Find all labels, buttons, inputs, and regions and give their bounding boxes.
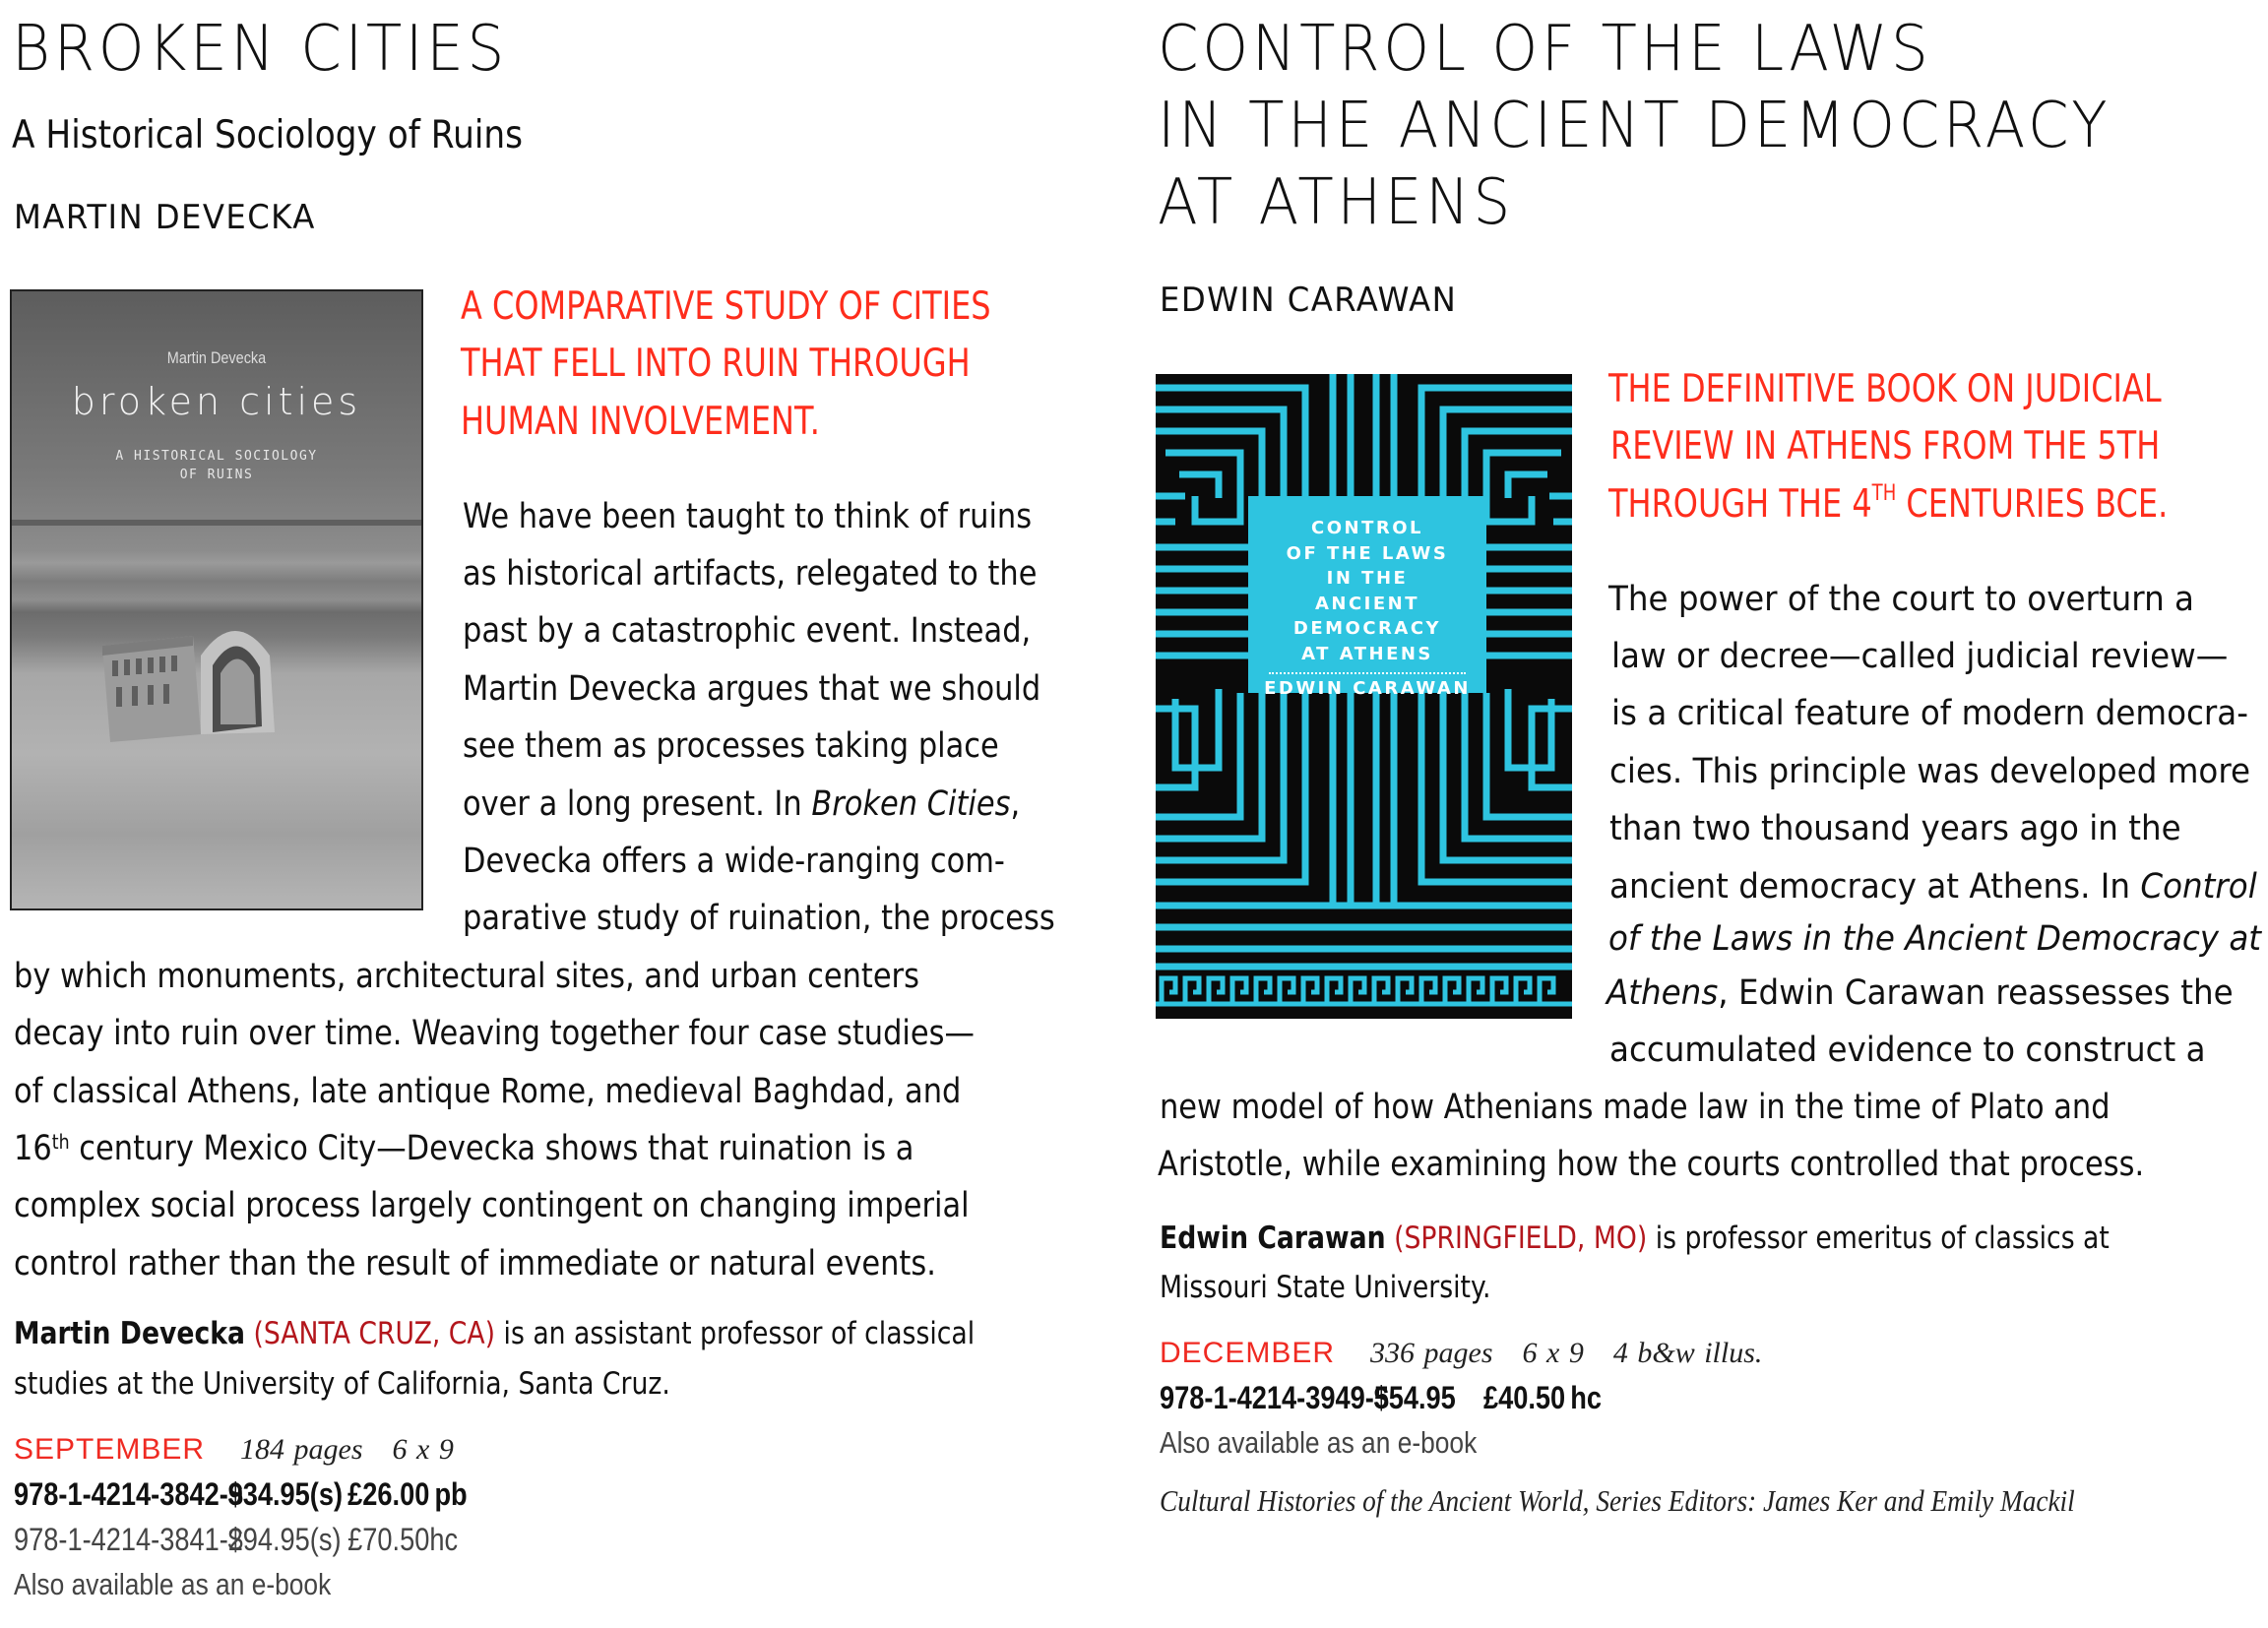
description-line: accumulated evidence to construct a bbox=[1609, 1031, 2206, 1070]
ruin-arch-image bbox=[102, 616, 289, 744]
description-line: decay into ruin over time. Weaving together four case studies— bbox=[14, 1014, 975, 1053]
page-count: 336 pages bbox=[1370, 1337, 1493, 1369]
description-line: of classical Athens, late antique Rome, medieval Baghdad, and bbox=[14, 1072, 962, 1111]
description-text: ancient democracy at Athens. In bbox=[1609, 867, 2141, 907]
price-gbp: £40.50 bbox=[1482, 1380, 1566, 1415]
description-line: past by a catastrophic event. Instead, bbox=[463, 611, 1032, 651]
price-usd: $54.95 bbox=[1373, 1380, 1456, 1415]
bio-author-name: Edwin Carawan bbox=[1160, 1221, 1386, 1256]
trim-size: 6 x 9 bbox=[1522, 1337, 1584, 1369]
tagline-line bbox=[1608, 481, 2169, 527]
author-bio-line2: Missouri State University. bbox=[1160, 1270, 1491, 1305]
isbn: 978-1-4214-3841-2 bbox=[14, 1522, 243, 1557]
cover-title-panel bbox=[1248, 496, 1486, 699]
publication-meta bbox=[14, 1435, 483, 1465]
description-line bbox=[1608, 919, 2262, 959]
book-title-line: CONTROL OF THE LAWS bbox=[1158, 13, 1932, 86]
isbn: 978-1-4214-3949-5 bbox=[1160, 1380, 1389, 1415]
tagline-line: THAT FELL INTO RUIN THROUGH bbox=[461, 342, 971, 386]
description-line: than two thousand years ago in the bbox=[1609, 809, 2181, 848]
cover-subtitle-line: OF RUINS bbox=[179, 468, 254, 482]
dotted-divider bbox=[1269, 672, 1466, 674]
format: hc bbox=[429, 1522, 459, 1557]
pub-specs bbox=[1370, 1337, 1792, 1369]
book-author: EDWIN CARAWAN bbox=[1160, 281, 1458, 320]
tagline-line: HUMAN INVOLVEMENT. bbox=[461, 400, 820, 444]
edition-row bbox=[1160, 1382, 1602, 1413]
description-line: Aristotle, while examining how the courts controlled that process. bbox=[1158, 1145, 2145, 1184]
description-line: see them as processes taking place bbox=[463, 726, 999, 766]
description-text: 16 bbox=[14, 1129, 52, 1168]
description-line: Devecka offers a wide-ranging com- bbox=[463, 842, 1005, 881]
cover-title: broken cities bbox=[71, 380, 362, 423]
book-title-italic: of the Laws in the Ancient Democracy at bbox=[1608, 919, 2262, 959]
price-gbp: £26.00 bbox=[347, 1476, 430, 1512]
bio-text: is an assistant professor of classical bbox=[495, 1316, 976, 1351]
book-title-broken-cities: BROKEN CITIES bbox=[12, 13, 509, 86]
tagline-line: REVIEW IN ATHENS FROM THE 5TH bbox=[1610, 424, 2161, 469]
cover-title-line: ANCIENT bbox=[1314, 593, 1420, 614]
ordinal-suffix: th bbox=[51, 1130, 70, 1154]
description-line: Martin Devecka argues that we should bbox=[463, 669, 1041, 709]
description-line: as historical artifacts, relegated to the bbox=[463, 554, 1038, 594]
book-title-line: AT ATHENS bbox=[1158, 166, 1514, 239]
description-line bbox=[14, 1129, 914, 1168]
ebook-note: Also available as an e-book bbox=[1160, 1425, 1478, 1460]
price-usd: $34.95(s) bbox=[227, 1476, 344, 1512]
description-line: by which monuments, architectural sites, and urban centers bbox=[14, 957, 919, 996]
bio-author-name: Martin Devecka bbox=[14, 1316, 246, 1351]
description-line bbox=[1609, 867, 2257, 907]
bio-location: (SPRINGFIELD, MO) bbox=[1394, 1221, 1648, 1256]
tagline-text: THROUGH THE 4 bbox=[1608, 482, 1872, 527]
description-line: complex social process largely contingent on changing imperial bbox=[14, 1186, 970, 1225]
cover-title-line: DEMOCRACY bbox=[1292, 618, 1442, 639]
description-text: , bbox=[1010, 784, 1021, 824]
description-line: law or decree—called judicial review— bbox=[1611, 637, 2229, 676]
description-line: control rather than the result of immediate or natural events. bbox=[14, 1244, 936, 1284]
cover-title-line: AT ATHENS bbox=[1301, 643, 1433, 664]
book-cover-broken-cities bbox=[10, 289, 423, 910]
description-line: We have been taught to think of ruins bbox=[463, 497, 1033, 536]
book-title-line: IN THE ANCIENT DEMOCRACY bbox=[1158, 90, 2111, 162]
bio-location: (SANTA CRUZ, CA) bbox=[253, 1316, 496, 1351]
illustrations: 4 b&w illus. bbox=[1612, 1337, 1763, 1369]
description-line bbox=[1606, 973, 2234, 1013]
price-usd: $94.95(s) bbox=[227, 1522, 342, 1557]
publication-meta bbox=[1160, 1339, 1792, 1368]
trim-size: 6 x 9 bbox=[392, 1433, 454, 1466]
cover-author: Martin Devecka bbox=[166, 348, 267, 367]
cover-horizon bbox=[12, 520, 421, 526]
author-bio-line2: studies at the University of California, Santa Cruz. bbox=[14, 1366, 670, 1402]
cover-title-line: OF THE LAWS bbox=[1286, 542, 1449, 564]
cover-subtitle bbox=[12, 447, 421, 484]
tagline-line: A COMPARATIVE STUDY OF CITIES bbox=[461, 284, 991, 329]
series-note: Cultural Histories of the Ancient World, Series Editors: James Ker and Emily Mackil bbox=[1160, 1483, 2075, 1518]
page-count: 184 pages bbox=[240, 1433, 363, 1466]
cover-title-line: CONTROL bbox=[1311, 518, 1423, 538]
cover-title-line: IN THE bbox=[1326, 568, 1409, 589]
description-line: new model of how Athenians made law in the time of Plato and bbox=[1160, 1088, 2110, 1127]
description-line bbox=[463, 784, 1021, 824]
bio-text: is professor emeritus of classics at bbox=[1647, 1221, 2110, 1256]
price-gbp: £70.50 bbox=[347, 1522, 430, 1557]
edition-row bbox=[14, 1524, 458, 1555]
ordinal-suffix: TH bbox=[1871, 481, 1897, 506]
edition-row bbox=[14, 1478, 468, 1510]
description-line: parative study of ruination, the process bbox=[463, 899, 1055, 938]
cover-author: EDWIN CARAWAN bbox=[1264, 678, 1471, 699]
description-text: over a long present. In bbox=[463, 784, 812, 824]
description-line: cies. This principle was developed more bbox=[1609, 752, 2251, 791]
cover-subtitle-line: A HISTORICAL SOCIOLOGY bbox=[115, 449, 318, 464]
author-bio bbox=[14, 1316, 976, 1351]
book-cover-control-of-the-laws bbox=[1156, 374, 1572, 1019]
book-subtitle: A Historical Sociology of Ruins bbox=[12, 113, 523, 157]
description-line: is a critical feature of modern democra- bbox=[1611, 694, 2248, 733]
author-bio bbox=[1160, 1223, 2110, 1254]
book-author: MARTIN DEVECKA bbox=[14, 198, 316, 237]
description-line: The power of the court to overturn a bbox=[1608, 580, 2194, 619]
format: pb bbox=[434, 1476, 468, 1512]
description-text: , Edwin Carawan reassesses the bbox=[1718, 973, 2234, 1013]
ebook-note: Also available as an e-book bbox=[14, 1567, 332, 1601]
tagline-line: THE DEFINITIVE BOOK ON JUDICIAL bbox=[1608, 367, 2162, 411]
format: hc bbox=[1570, 1380, 1602, 1415]
tagline-text: CENTURIES BCE. bbox=[1896, 482, 2169, 527]
book-title-italic: Athens bbox=[1606, 973, 1719, 1013]
description-text: century Mexico City—Devecka shows that ruination is a bbox=[69, 1129, 914, 1168]
book-title-italic: Control bbox=[2140, 867, 2257, 907]
pub-month: DECEMBER bbox=[1160, 1337, 1336, 1369]
book-title-italic: Broken Cities bbox=[811, 784, 1011, 824]
pub-month: SEPTEMBER bbox=[14, 1433, 206, 1466]
pub-specs bbox=[240, 1433, 483, 1466]
isbn: 978-1-4214-3842-9 bbox=[14, 1476, 243, 1512]
